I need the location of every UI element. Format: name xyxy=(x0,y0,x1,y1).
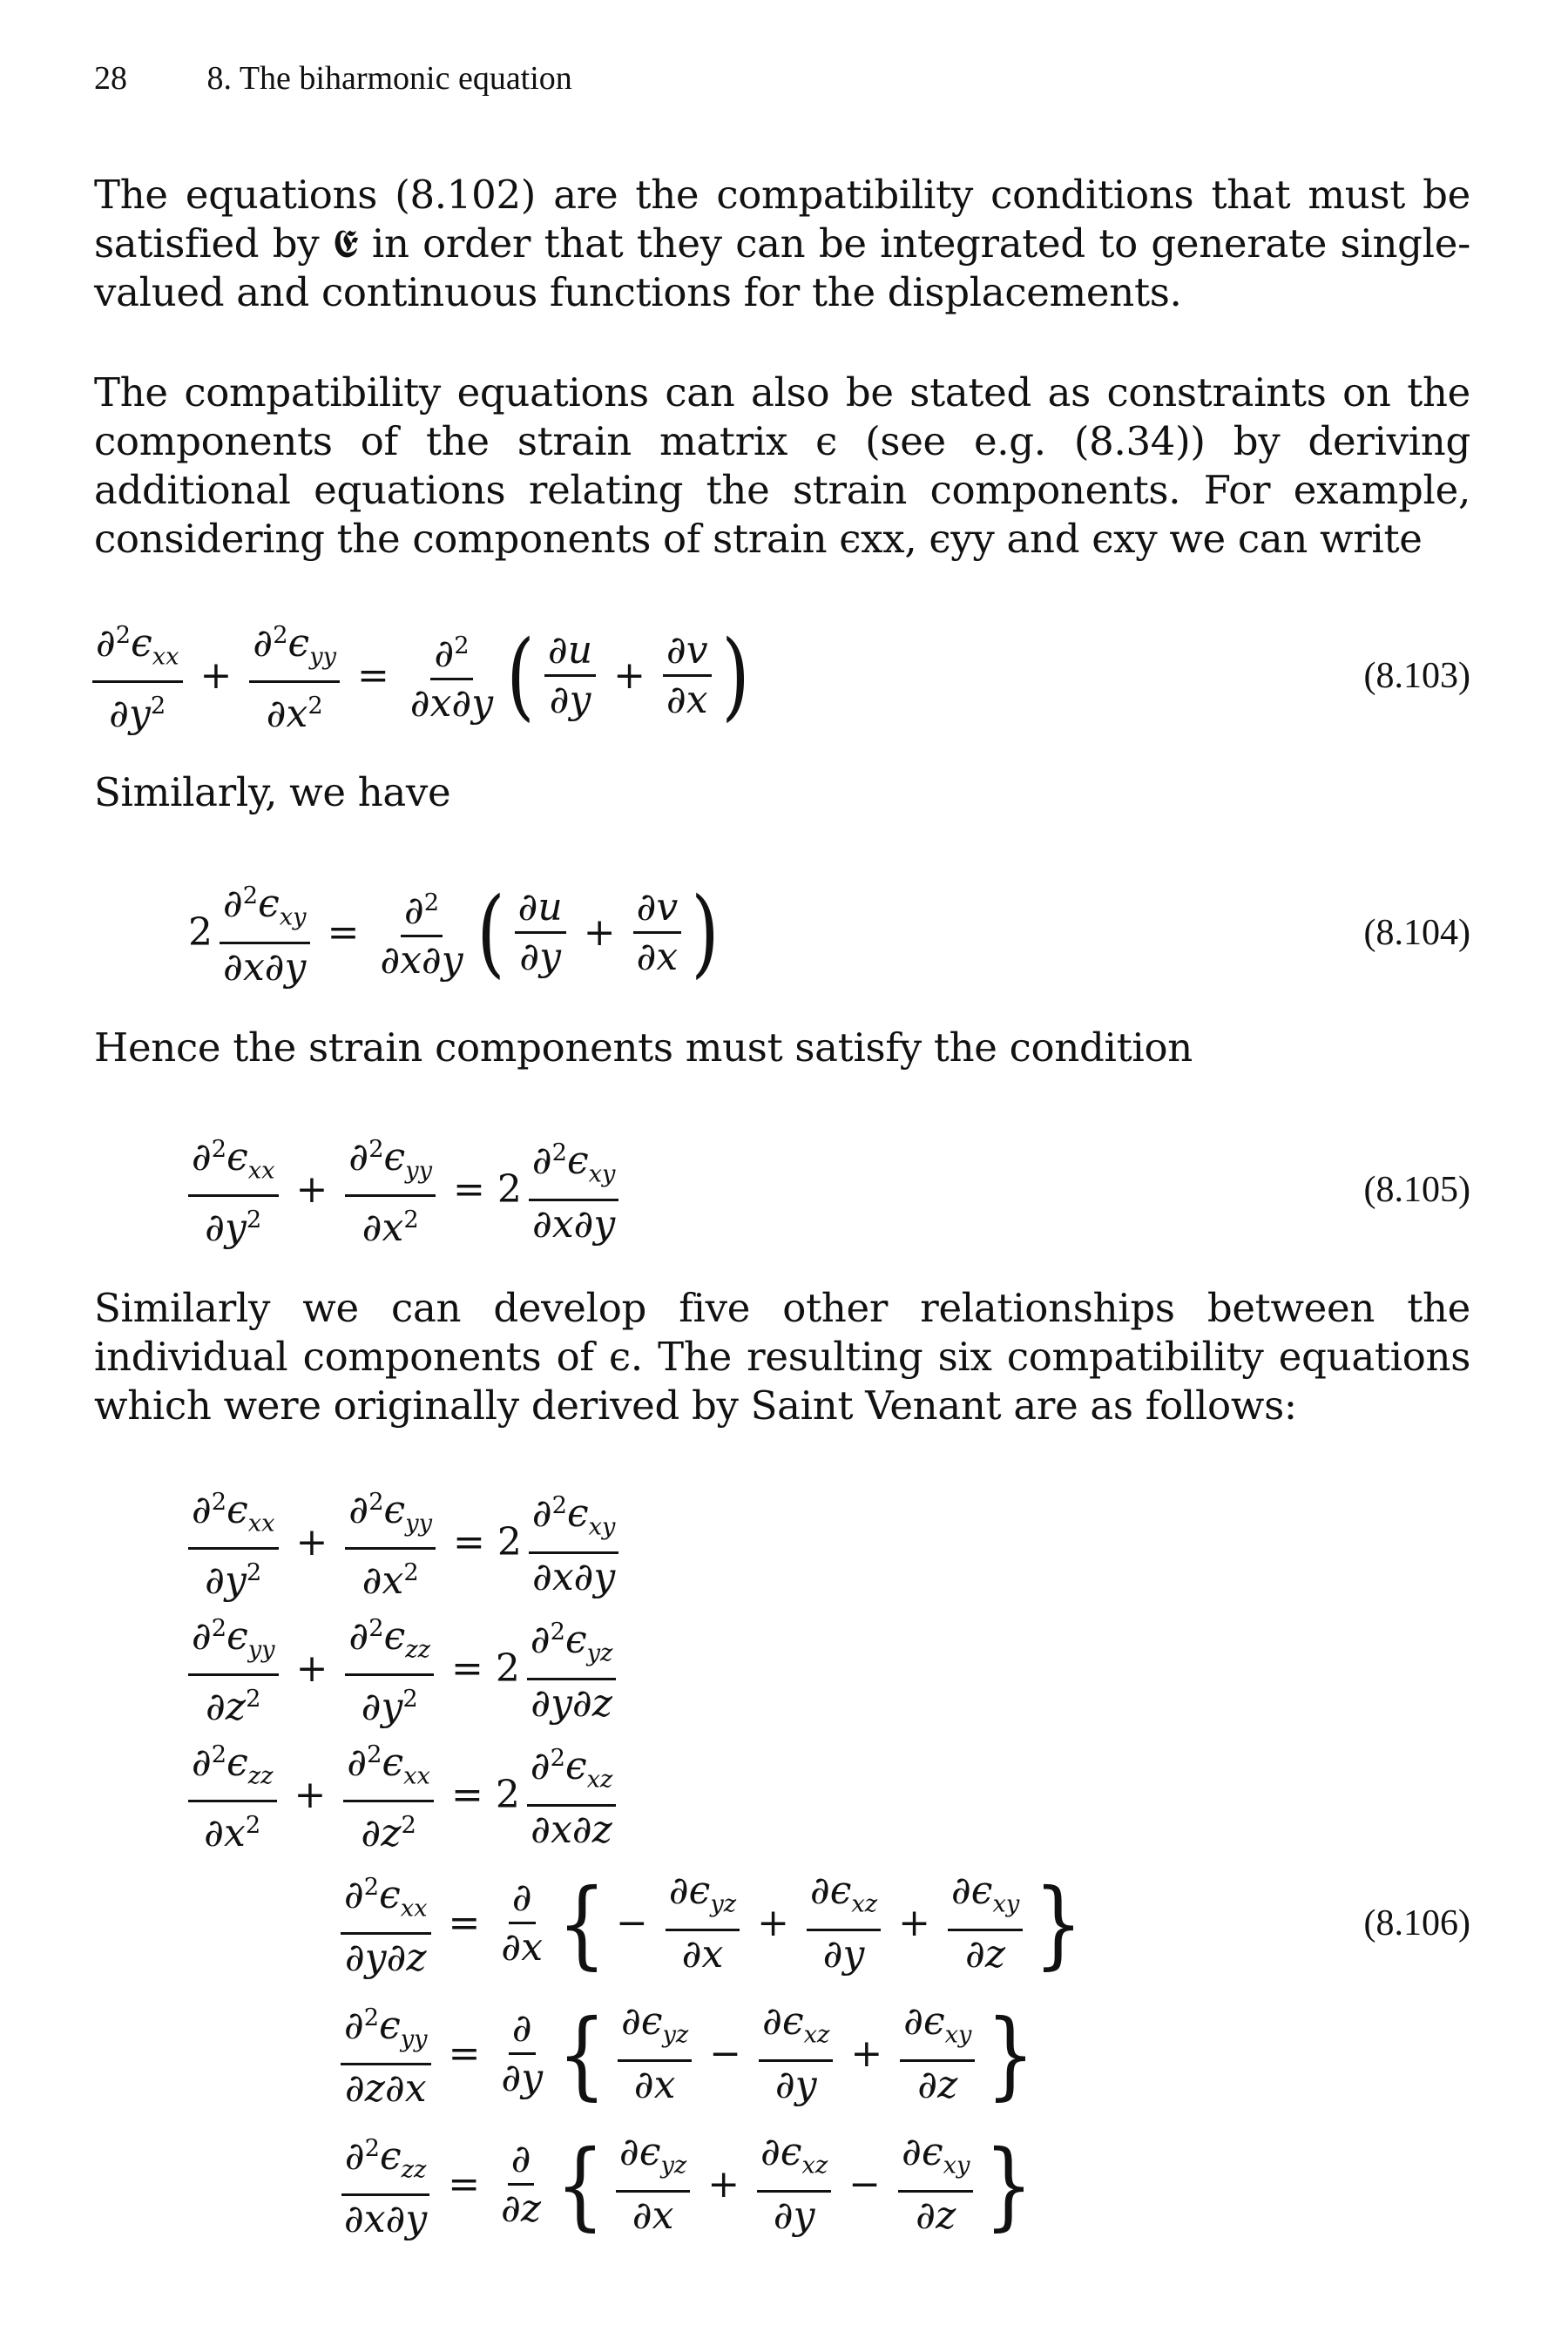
page-header xyxy=(94,59,572,98)
equation-number: (8.103) xyxy=(1363,656,1470,696)
equation-number: (8.106) xyxy=(1363,1903,1470,1943)
page-number: 28 xyxy=(94,60,127,97)
paragraph-4: Hence the strain components must satisfy the condition xyxy=(94,1024,1193,1071)
document-page: 28 8. The biharmonic equation The equations (8.102) are the compatibility conditions that must be satisfied by 𝕰 in order that they can be integrated to generate single-valued and continuous functions for the displacements. The compatibility equations can also be stated as constraints on the components of the strain matrix ϵ (see e.g. (8.34)) by deriving additional equations relating the strain components. For example, considering the components of strain ϵxx, ϵyy and ϵxy we can write $\frac{\partial^2\epsilon_{xx}}{\partial y^2}$ + $\frac{\partial^2\epsilon_{yy}}{\partial x^2}$ = $\frac{\partial^2}{\partial x\partial y}$ ( $\frac{\partial u}{\partial y}$ + $\frac{\partial v}{\partial x}$ ) (8.103) Similarly, we have 2 $\frac{\partial^2\epsilon_{xy}}{\partial x\partial y}$ = $\frac{\partial^2}{\partial x\partial y}$ ( $\frac{\partial u}{\partial y}$ + $\frac{\partial v}{\partial x}$ ) (8.104) Hence the strain components must satisfy the condition $\frac{\partial^2\epsilon_{xx}}{\partial y^2}$ + $\frac{\partial^2\epsilon_{yy}}{\partial x^2}$ = 2 $\frac{\partial^2\epsilon_{xy}}{\partial x\partial y}$ (8.105) Similarly we can develop five other relationships between the individual components of ϵ. The resulting six compatibility equations which were originally derived by Saint Venant are as follows: $\frac{\partial^2\epsilon_{xx}}{\partial y^2}$ + $\frac{\partial^2\epsilon_{yy}}{\partial x^2}$ = 2 $\frac{\partial^2\epsilon_{xy}}{\partial x\partial y}$ $\frac{\partial^2\epsilon_{yy}}{\partial z^2}$ + $\frac{\partial^2\epsilon_{zz}}{\partial y^2}$ = 2 $\frac{\partial^2\epsilon_{yz}}{\partial y\partial z}$ $\frac{\partial^2\epsilon_{zz}}{\partial x^2}$ + $\frac{\partial^2\epsilon_{xx}}{\partial z^2}$ = 2 $\frac{\partial^2\epsilon_{xz}}{\partial x\partial z}$ $\frac{\partial^2\epsilon_{xx}}{\partial y\partial z}$ = $\frac{\partial}{\partial x}$ { − $\frac{\partial\epsilon_{yz}}{\partial x}$ + $\frac{\partial\epsilon_{xz}}{\partial y}$ + $\frac{\partial\epsilon_{xy}}{\partial z}$ } $\frac{\partial^2\epsilon_{yy}}{\partial z\partial x}$ = $\frac{\partial}{\partial y}$ { $\frac{\partial\epsilon_{yz}}{\partial x}$ − $\frac{\partial\epsilon_{xz}}{\partial y}$ + $\frac{\partial\epsilon_{xy}}{\partial z}$ } $\frac{\partial^2\epsilon_{zz}}{\partial x\partial y}$ = $\frac{\partial}{\partial z}$ { $\frac{\partial\epsilon_{yz}}{\partial x}$ + $\frac{\partial\epsilon_{xz}}{\partial y}$ − $\frac{\partial\epsilon_{xy}}{\partial z}$ } (8.106) xyxy=(94,60,1470,2242)
chapter-title: 8. The biharmonic equation xyxy=(206,60,572,97)
paragraph-3: Similarly, we have xyxy=(94,769,451,815)
paragraph-1: The equations (8.102) are the compatibility conditions that must be satisfied by 𝕰 in order that they can be integrated to generate single-valued and continuous functions for the displacements. xyxy=(94,172,1470,315)
equation-number: (8.104) xyxy=(1363,913,1470,953)
paragraph-5: Similarly we can develop five other relationships between the individual components of ϵ. The resulting six compatibility equations which were originally derived by Saint Venant are as follows: xyxy=(94,1285,1470,1429)
paragraph-2: The compatibility equations can also be stated as constraints on the components of the strain matrix ϵ (see e.g. (8.34)) by deriving additional equations relating the strain components. For example, considering the components of strain ϵxx, ϵyy and ϵxy we can write xyxy=(94,369,1470,562)
equation-number: (8.105) xyxy=(1363,1170,1470,1210)
